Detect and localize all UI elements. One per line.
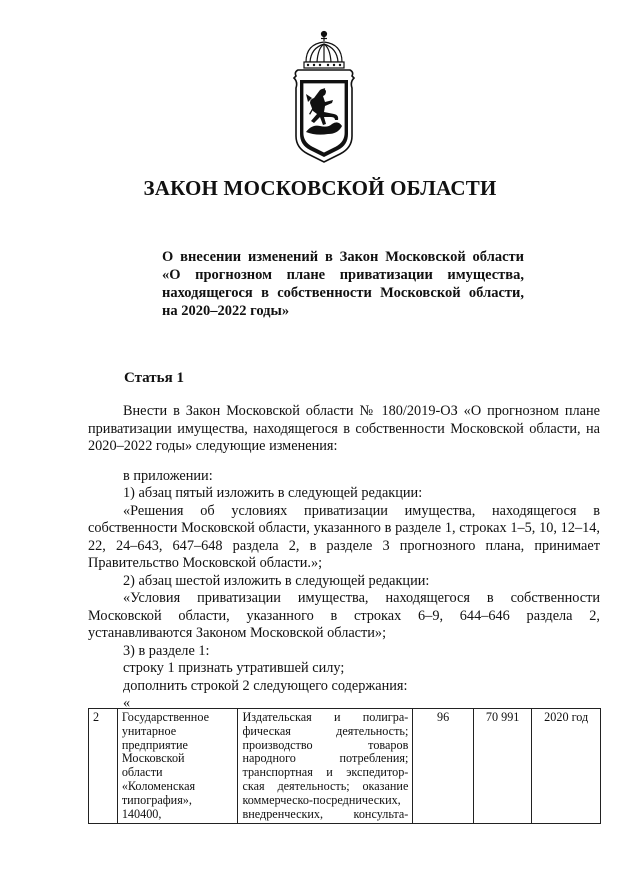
- paragraph: 2) абзац шестой изложить в следующей редакции:: [123, 572, 430, 589]
- privatization-table: [88, 708, 601, 824]
- paragraph-quote: «Решения об условиях приватизации имущества, находящегося в собственности Московской области, указанного в разделе 1, строках 1–5, 10, 12–14, 22, 24–643, 647–648 раздела 2, в разделе 3 прогнозного плана, принимает Правительство Московской области.»;: [88, 502, 600, 571]
- activity-line: народного потребления;: [242, 751, 409, 766]
- paragraph: в приложении:: [123, 467, 213, 484]
- law-subject: [162, 248, 524, 320]
- table-row: [89, 709, 601, 824]
- paragraph-intro: Внести в Закон Московской области № 180/2019-ОЗ «О прогнозном плане приватизации имущества, находящегося в собственности Московской области, на 2020–2022 годы» следующие изменения:: [88, 403, 600, 454]
- article-body: [88, 403, 600, 713]
- law-title: ЗАКОН МОСКОВСКОЙ ОБЛАСТИ: [143, 176, 497, 200]
- enterprise-name-line: предприятие: [121, 737, 188, 752]
- row-number-cell: 2: [89, 709, 118, 824]
- activity-line: Издательская и полигра-: [242, 710, 409, 724]
- law-subject-line: О внесении изменений в Закон Московской области: [162, 249, 524, 265]
- opening-quote-mark: «: [123, 695, 131, 711]
- year-cell: 2020 год: [532, 709, 601, 824]
- law-subject-line: на 2020–2022 годы»: [162, 303, 290, 319]
- article-heading: Статья 1: [124, 370, 184, 386]
- paragraph-quote: «Условия приватизации имущества, находящегося в собственности Московской области, указанного в строках 6–9, 644–646 раздела 2, устанавливаются Законом Московской области»;: [88, 590, 600, 641]
- enterprise-name-line: типография»,: [121, 792, 192, 807]
- activity-line: производство товаров: [242, 737, 409, 752]
- paragraph: дополнить строкой 2 следующего содержания:: [123, 677, 408, 694]
- activity-cell: [238, 709, 413, 824]
- law-subject-line: «О прогнозном плане приватизации имущества,: [162, 267, 524, 283]
- enterprise-name-line: 140400,: [121, 806, 162, 821]
- count-cell: 96: [413, 709, 473, 824]
- activity-line: транспортная и экспедитор-: [242, 765, 409, 780]
- amount-cell: 70 991: [473, 709, 532, 824]
- paragraph: 1) абзац пятый изложить в следующей редакции:: [123, 485, 423, 501]
- activity-line: внедренческих, консульта-: [242, 806, 409, 821]
- enterprise-name-line: Государственное: [121, 710, 209, 724]
- enterprise-name-line: «Коломенская: [121, 778, 196, 793]
- activity-line: коммерческо-посреднических,: [242, 792, 401, 807]
- activity-line: фическая деятельность;: [242, 723, 409, 738]
- enterprise-name-line: области: [121, 765, 163, 780]
- paragraph: 3) в разделе 1:: [123, 642, 210, 659]
- law-subject-line: находящегося в собственности Московской области,: [162, 285, 524, 301]
- activity-line: ская деятельность; оказание: [242, 778, 409, 793]
- moscow-oblast-coat-of-arms-icon: [284, 28, 364, 164]
- enterprise-name-cell: [117, 709, 238, 824]
- enterprise-name-line: Московской: [121, 751, 185, 766]
- paragraph: строку 1 признать утратившей силу;: [123, 660, 345, 676]
- enterprise-name-line: унитарное: [121, 723, 177, 738]
